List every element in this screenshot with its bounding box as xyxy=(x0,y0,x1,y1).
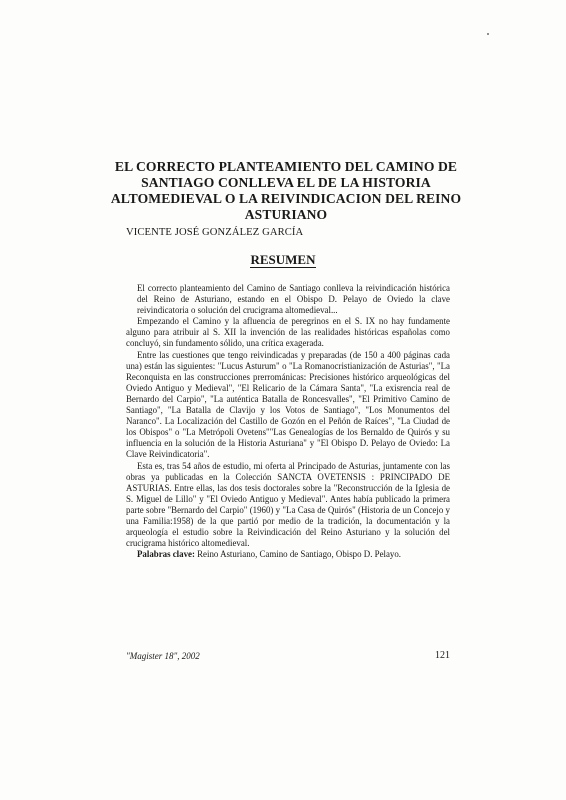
author-name: VICENTE JOSÉ GONZÁLEZ GARCÍA xyxy=(126,227,304,238)
section-heading-resumen xyxy=(0,252,566,268)
title-line-3: ALTOMEDIEVAL O LA REIVINDICACION DEL REINO xyxy=(110,191,462,206)
title-line-4: ASTURIANO xyxy=(244,207,328,222)
abstract-paragraph-1: El correcto planteamiento del Camino de Santiago conlleva la reivindicación histórica del Reino de Asturiano, estando en el Obispo D. Pelayo de Oviedo la clave reivindicatoria o solución del crucigrama altomedieval... xyxy=(137,283,450,316)
keywords-label: Palabras clave: xyxy=(137,549,195,560)
abstract-paragraph-4: Esta es, tras 54 años de estudio, mi oferta al Principado de Asturias, juntamente con las obras ya publicadas en la Colección SANCTA OVETENSIS : PRINCIPADO DE ASTURIAS. Entre ellas, las dos tesis doctorales sobre la "Reconstrucción de la Iglesia de S. Miguel de Lillo" y "El Oviedo Antiguo y Medieval". Antes había publicado la primera parte sobre "Bernardo del Carpio" (1960) y "La Casa de Quirós" (Historia de un Concejo y una Familia:1958) de la que partió por medio de la tradición, la documentación y la arqueología el estudio sobre la Reivindicación del Reino Asturiano y la solución del crucigrama histórico altomedieval. xyxy=(126,460,450,549)
abstract-body xyxy=(126,283,450,560)
keywords-paragraph xyxy=(126,549,450,560)
scan-speck xyxy=(487,33,489,35)
section-heading-text: RESUMEN xyxy=(250,252,316,267)
article-title xyxy=(70,159,502,223)
keywords-text: Reino Asturiano, Camino de Santiago, Obispo D. Pelayo. xyxy=(194,549,402,560)
page-number: 121 xyxy=(435,650,450,661)
abstract-paragraph-2: Empezando el Camino y la afluencia de peregrinos en el S. IX no hay fundamente alguno para atribuir al S. XII la invención de las realidades históricas españolas como concluyó, sin fundamento sólido, una crítica exagerada. xyxy=(126,316,450,349)
title-line-1: EL CORRECTO PLANTEAMIENTO DEL CAMINO DE xyxy=(114,159,458,174)
abstract-paragraph-3: Entre las cuestiones que tengo reivindicadas y preparadas (de 150 a 400 páginas cada una) están las siguientes: "Lucus Asturum" o "La Romanocristianización de Asturias", "La Reconquista en las construcciones prerrománicas: Precisiones histórico arqueológicas del Oviedo Antiguo y Medieval", "El Relicario de la Cámara Santa", "La exisrencia real de Bernardo del Carpio", "La auténtica Batalla de Roncesvalles", "El Primitivo Camino de Santiago", "La Batalla de Clavijo y los Votos de Santiago", "Los Monumentos del Naranco". La Localización del Castillo de Gozón en el Peñón de Raíces", "La Ciudad de los Obispos" o "La Metrópoli Ovetens""Las Genealogías de los Bernaldo de Quirós y su influencia en la solución de la Historia Asturiana" y "El Obispo D. Pelayo de Oviedo: La Clave Reivindicatoria". xyxy=(126,349,450,460)
journal-citation: "Magister 18", 2002 xyxy=(126,651,200,661)
title-line-2: SANTIAGO CONLLEVA EL DE LA HISTORIA xyxy=(141,175,431,190)
